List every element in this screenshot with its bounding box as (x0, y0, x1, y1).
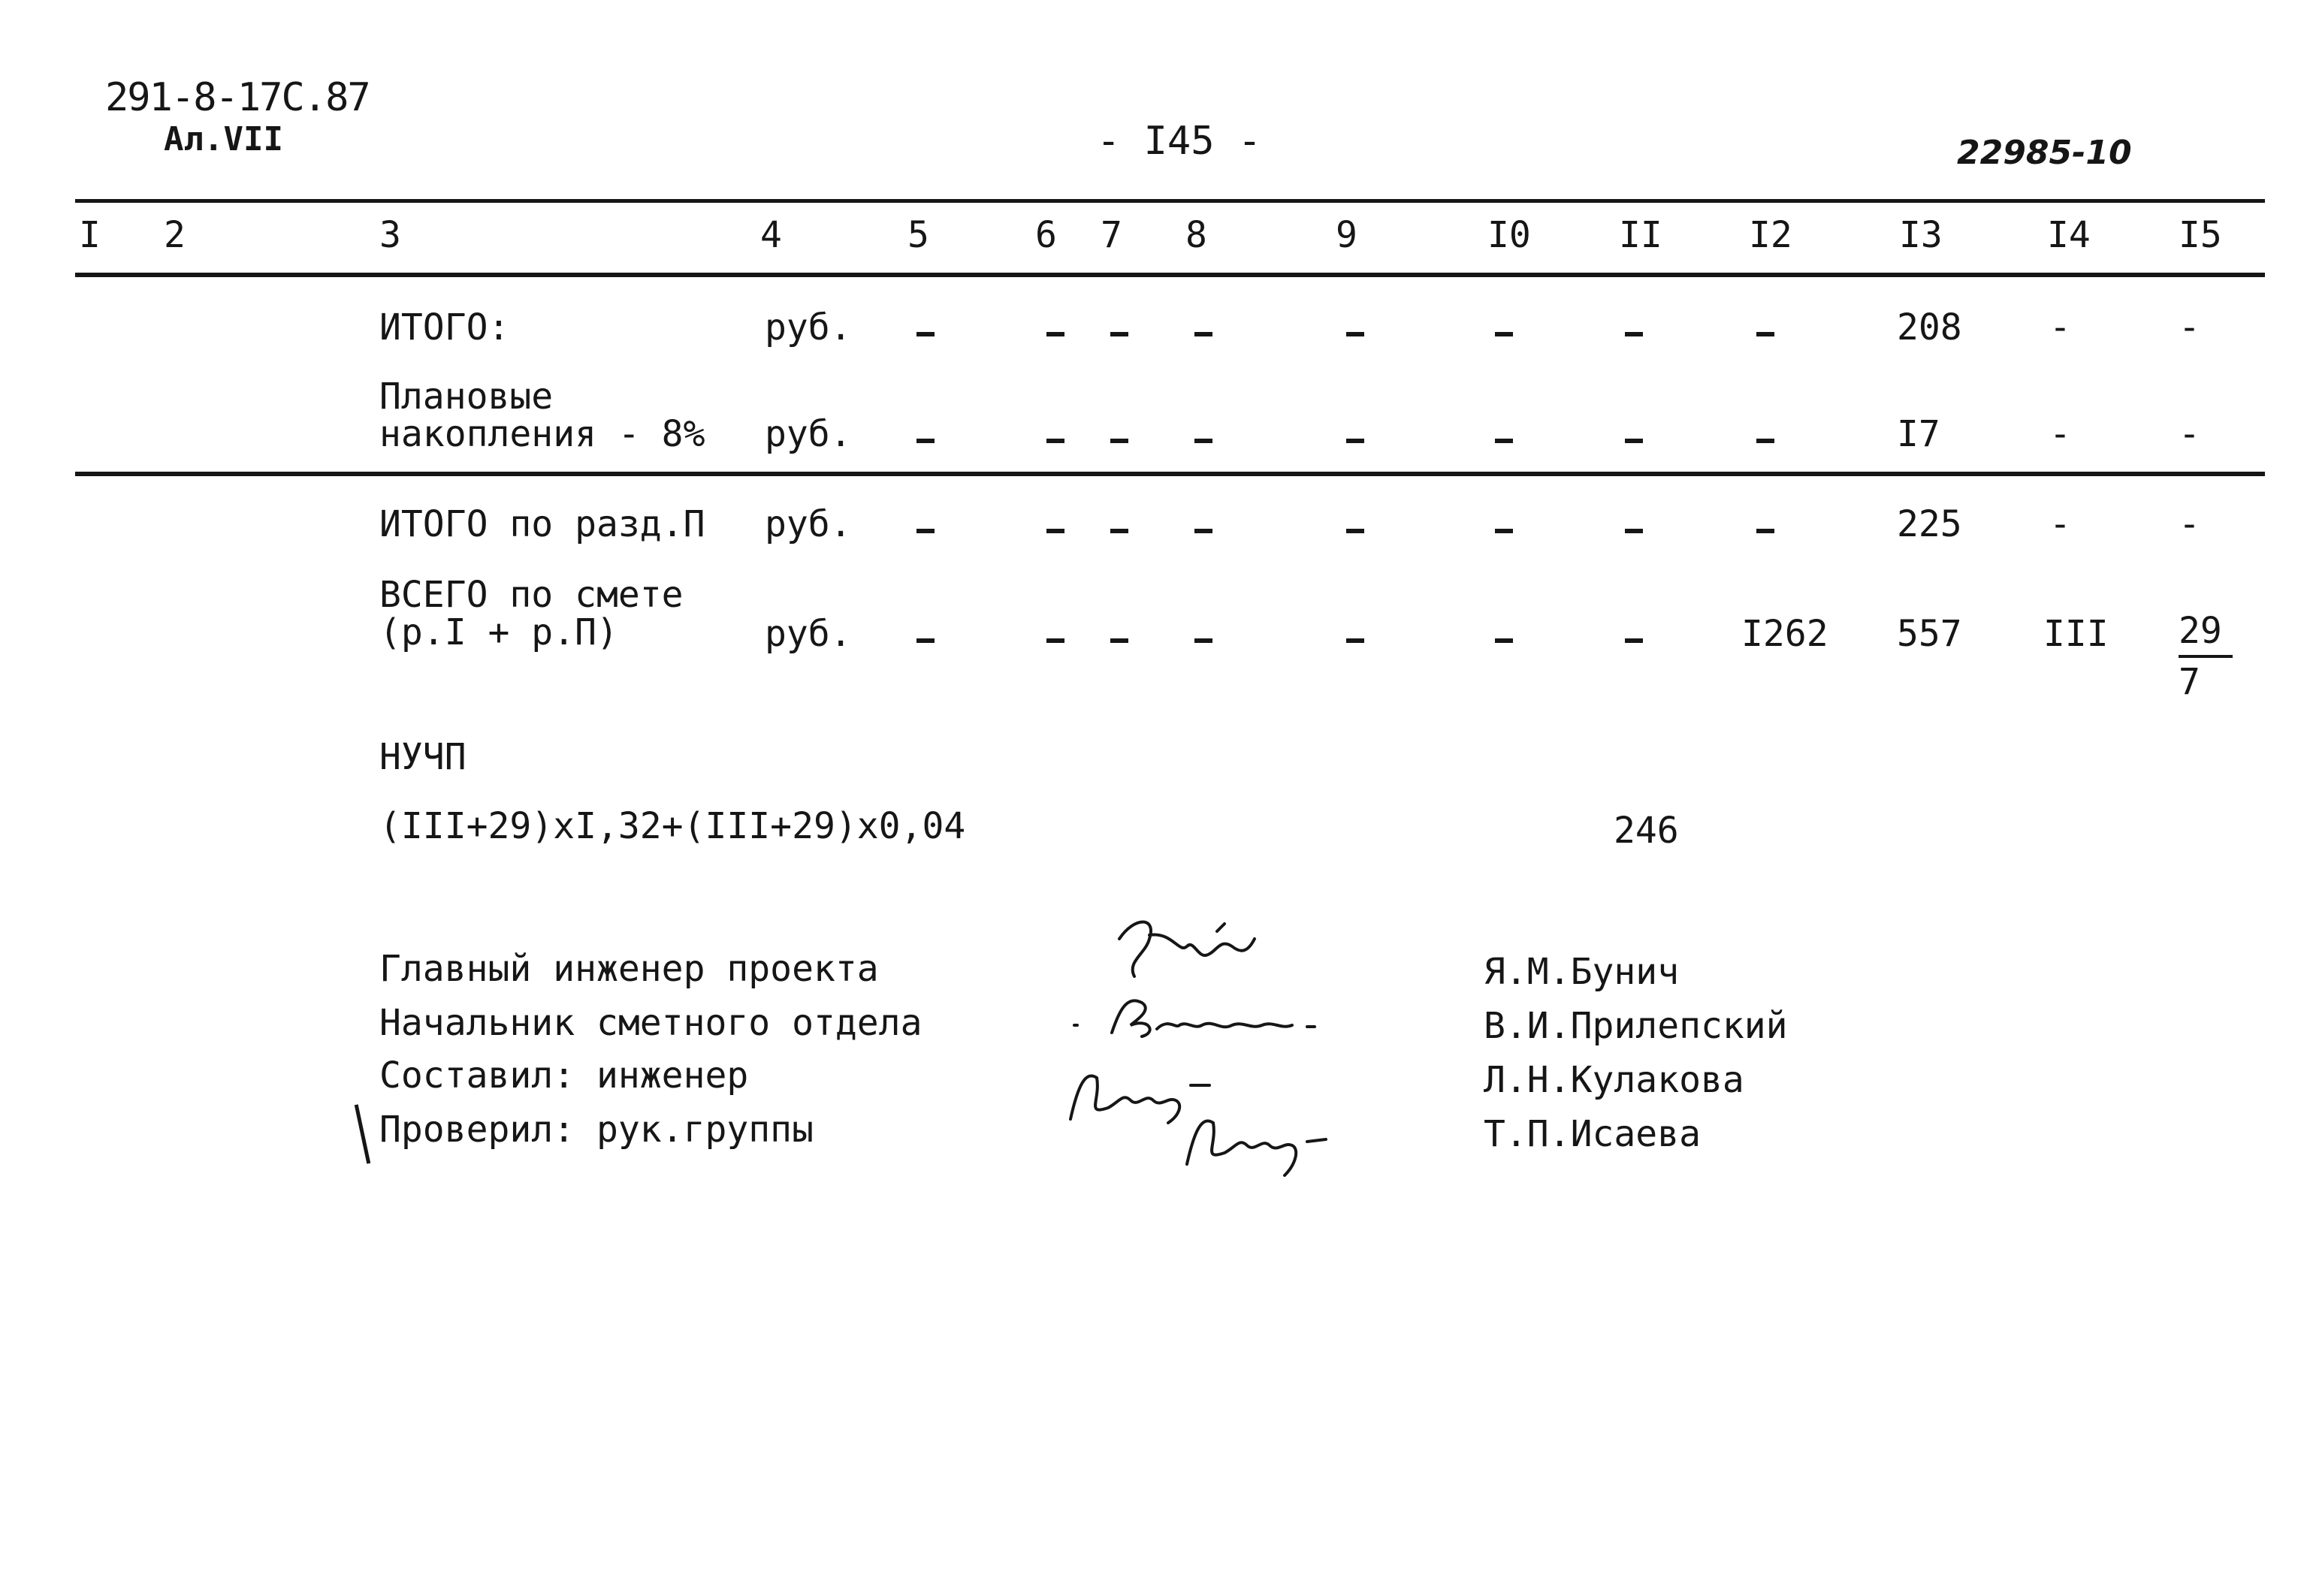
empty-dash (1346, 332, 1364, 336)
signer-name: Т.П.Исаева (1484, 1113, 1701, 1155)
empty-dash (1346, 439, 1364, 443)
col-header-11: II (1619, 214, 1662, 256)
col-header-13: I3 (1899, 214, 1943, 256)
col-header-15: I5 (2179, 214, 2222, 256)
col-header-1: I (79, 214, 101, 256)
col15-value: - (2179, 413, 2200, 455)
row-label: ИТОГО по разд.П (379, 503, 705, 545)
col-header-7: 7 (1101, 214, 1122, 256)
empty-dash (1756, 529, 1774, 533)
col-header-2: 2 (164, 214, 186, 256)
empty-dash (1625, 529, 1643, 533)
row-label-line2: накопления - 8% (379, 413, 705, 455)
col-header-14: I4 (2047, 214, 2091, 256)
signer-name: В.И.Прилепский (1484, 1005, 1788, 1047)
empty-dash (1046, 439, 1064, 443)
col14-value: - (2049, 503, 2071, 545)
col-header-8: 8 (1185, 214, 1207, 256)
col-header-9: 9 (1336, 214, 1357, 256)
col-header-10: I0 (1487, 214, 1531, 256)
document-code: 291-8-17С.87 (105, 75, 370, 120)
section-divider-rule (75, 472, 2265, 476)
header-bottom-rule (75, 273, 2265, 277)
row-unit: руб. (765, 413, 852, 455)
col14-value: - (2049, 306, 2071, 348)
nuchp-formula: (III+29)xI,32+(III+29)x0,04 (379, 805, 966, 847)
signer-name: Я.М.Бунич (1484, 951, 1680, 993)
fraction-numerator: 29 (2179, 610, 2233, 658)
page-number: - I45 - (1097, 119, 1262, 164)
signer-role: Начальник сметного отдела (379, 1002, 922, 1044)
nuchp-label: НУЧП (379, 736, 467, 778)
col15-value: - (2179, 503, 2200, 545)
row-unit: руб. (765, 306, 852, 348)
col14-value: - (2049, 413, 2071, 455)
col12-value: I262 (1741, 613, 1828, 655)
empty-dash (1495, 638, 1513, 643)
empty-dash (1194, 529, 1212, 533)
empty-dash (916, 332, 935, 336)
empty-dash (1110, 439, 1128, 443)
row-label: ИТОГО: (379, 306, 510, 348)
row-label-line1: Плановые (379, 376, 554, 418)
fraction-denominator: 7 (2179, 661, 2200, 703)
col15-fraction (2179, 610, 2233, 703)
col-header-3: 3 (379, 214, 401, 256)
col13-value: 225 (1897, 503, 1962, 545)
empty-dash (1194, 332, 1212, 336)
empty-dash (1194, 638, 1212, 643)
handwritten-signature-2 (1067, 988, 1337, 1048)
empty-dash (916, 529, 935, 533)
col13-value: I7 (1897, 413, 1940, 455)
col-header-4: 4 (760, 214, 782, 256)
row-unit: руб. (765, 503, 852, 545)
row-label-line1: ВСЕГО по смете (379, 574, 684, 616)
empty-dash (1495, 332, 1513, 336)
signer-role: Главный инженер проекта (379, 948, 879, 990)
col-header-6: 6 (1035, 214, 1057, 256)
empty-dash (916, 638, 935, 643)
nuchp-result: 246 (1614, 810, 1679, 852)
row-label-line2: (р.I + р.П) (379, 611, 618, 653)
signer-role: Составил: инженер (379, 1054, 749, 1097)
signer-role: Проверил: рук.группы (379, 1109, 814, 1151)
col-header-12: I2 (1749, 214, 1792, 256)
empty-dash (1756, 332, 1774, 336)
signer-name: Л.Н.Кулакова (1484, 1059, 1744, 1101)
col14-value: III (2043, 613, 2109, 655)
empty-dash (1625, 332, 1643, 336)
empty-dash (1110, 332, 1128, 336)
archive-number: 22985-10 (1957, 134, 2132, 172)
handwritten-signature-1 (1104, 909, 1285, 991)
empty-dash (1110, 529, 1128, 533)
empty-dash (1046, 638, 1064, 643)
empty-dash (916, 439, 935, 443)
handwritten-signature-4 (1172, 1100, 1337, 1183)
empty-dash (1495, 439, 1513, 443)
empty-dash (1046, 529, 1064, 533)
col13-value: 557 (1897, 613, 1962, 655)
col-header-5: 5 (907, 214, 929, 256)
empty-dash (1110, 638, 1128, 643)
row-unit: руб. (765, 613, 852, 655)
col15-value: - (2179, 306, 2200, 348)
empty-dash (1046, 332, 1064, 336)
empty-dash (1625, 638, 1643, 643)
empty-dash (1346, 638, 1364, 643)
empty-dash (1625, 439, 1643, 443)
col13-value: 208 (1897, 306, 1962, 348)
empty-dash (1346, 529, 1364, 533)
empty-dash (1194, 439, 1212, 443)
margin-bracket (355, 1104, 371, 1163)
empty-dash (1756, 439, 1774, 443)
top-rule (75, 199, 2265, 203)
album-number: Ал.VII (164, 120, 283, 158)
empty-dash (1495, 529, 1513, 533)
